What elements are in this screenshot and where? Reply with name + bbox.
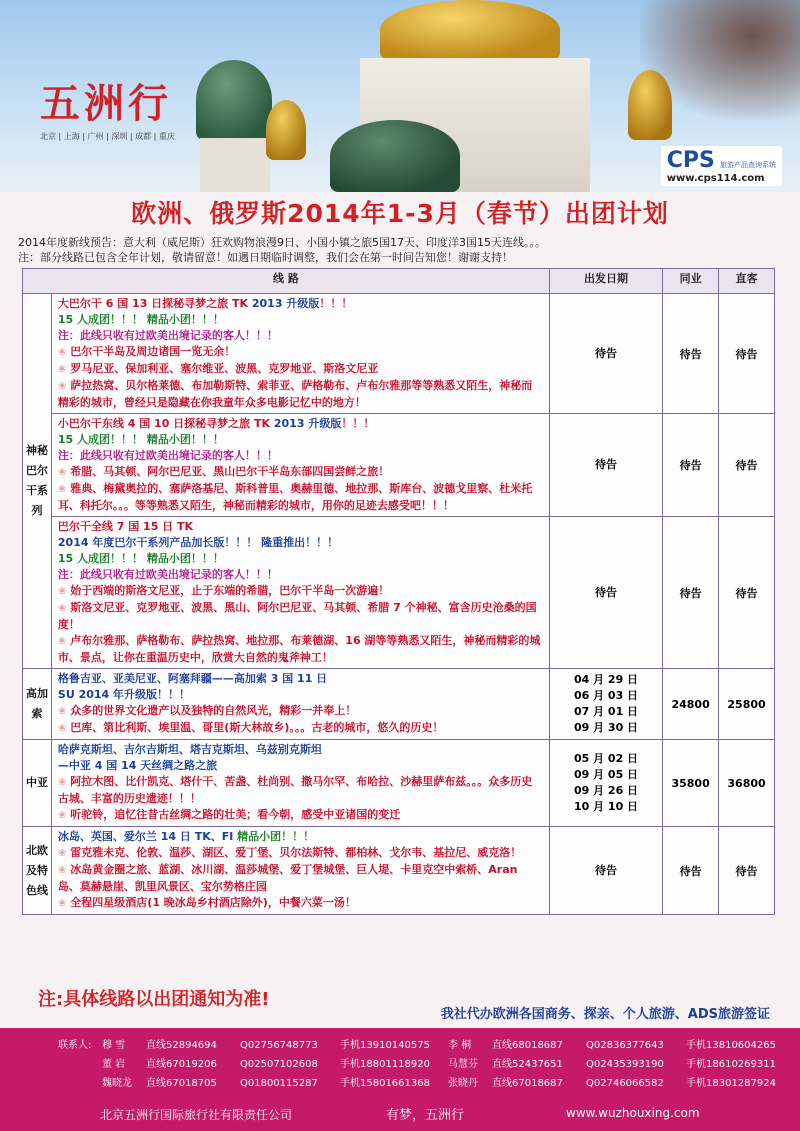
departure-dates (549, 669, 662, 740)
route-detail-text: 15 人成团！！！ 精品小团！！！ (57, 313, 224, 326)
notice-schedule: 注：部分线路已包含全年计划，敬请留意！如遇日期临时调整，我们会在第一时间告知您！谢谢支持！ (18, 251, 513, 264)
route-detail-line (58, 464, 543, 481)
table-header-row (23, 269, 775, 294)
route-title (58, 829, 543, 845)
contact-phone: 直线52894694 (146, 1040, 217, 1051)
route-description (51, 294, 549, 414)
company-logo (40, 72, 190, 142)
route-detail-line (58, 481, 543, 514)
contact-phone: 直线67019206 (146, 1059, 217, 1070)
route-title (58, 416, 543, 432)
contact-phone: 直线67018687 (492, 1078, 563, 1089)
company-name: 北京五洲行国际旅行社有限责任公司 (100, 1108, 293, 1122)
notice-new-lines: 2014年度新线预告：意大利（威尼斯）狂欢购物浪漫9日、小国小镇之旅5国17天、印度洋3国15天连线。。。 (18, 236, 546, 249)
flower-bullet-icon: ❀ (57, 636, 67, 647)
route-detail-text: 众多的世界文化遗产以及独特的自然风光，精彩一并奉上！ (70, 704, 357, 717)
visa-note: 我社代办欧洲各国商务、探亲、个人旅游、ADS旅游签证 (440, 1007, 770, 1022)
route-detail-line (58, 328, 543, 344)
route-detail-text: 全程四星级酒店(1 晚冰岛乡村酒店除外)，中餐六菜一汤！ (70, 896, 356, 909)
route-detail-text: 注：此线只收有过欧美出境记录的客人！！！ (57, 568, 278, 581)
route-detail-line (58, 344, 543, 361)
route-detail-line (58, 551, 543, 567)
contact-mobile: 手机18610269311 (686, 1059, 776, 1070)
departure-dates (549, 517, 662, 669)
contact-name: 董 岩 (102, 1059, 126, 1070)
route-detail-text: 罗马尼亚、保加利亚、塞尔维亚、波黑、克罗地亚、斯洛文尼亚 (70, 362, 379, 375)
departure-date: 06 月 03 日 (573, 689, 639, 702)
flower-bullet-icon: ❀ (57, 777, 67, 788)
contact-qq: Q02746066582 (586, 1078, 664, 1089)
contact-mobile: 手机18301287924 (686, 1078, 776, 1089)
contact-list (58, 1036, 788, 1093)
departure-date: 待告 (595, 863, 617, 877)
contact-phone: 直线67018705 (146, 1078, 217, 1089)
route-detail-line (58, 312, 543, 328)
contact-mobile: 手机13810604265 (686, 1040, 776, 1051)
departure-date: 待告 (595, 585, 617, 599)
route-description (51, 827, 549, 915)
table-row (23, 517, 775, 669)
contact-name: 李 桐 (448, 1040, 472, 1051)
route-detail-text: 雷克雅未克、伦敦、温莎、湖区、爱丁堡、贝尔法斯特、都柏林、戈尔韦、基拉尼、威克洛！ (70, 846, 522, 859)
contact-qq: Q02435393190 (586, 1059, 664, 1070)
route-detail-line (58, 720, 543, 737)
route-title-segment: 精品小团！！！ (237, 830, 315, 843)
flower-bullet-icon: ❀ (57, 848, 67, 859)
footer-bottom (0, 1098, 800, 1131)
contact-mobile: 手机13910140575 (340, 1040, 430, 1051)
route-detail-text: 巴尔干半岛及周边诸国一览无余！ (70, 345, 236, 358)
route-detail-line (58, 703, 543, 720)
route-detail-text: 始于西端的斯洛文尼亚，止于东端的希腊，巴尔干半岛一次游遍！ (70, 584, 390, 597)
route-detail-text: 冰岛黄金圈之旅、蓝湖、冰川湖、温莎城堡、爱丁堡城堡、巨人堤、卡里克空中索桥、Aran 岛、莫赫悬崖、凯里风景区、宝尔势格庄园 (57, 863, 518, 893)
flower-bullet-icon: ❀ (57, 706, 67, 717)
route-detail-text: 15 人成团！！！ 精品小团！！！ (57, 552, 224, 565)
contact-name: 穆 雪 (102, 1040, 126, 1051)
contact-mobile: 手机18801118920 (340, 1059, 430, 1070)
route-detail-line (58, 687, 543, 703)
direct-price: 25800 (719, 669, 775, 740)
route-title-segment: 2013 升级版 (251, 297, 320, 310)
header-peer-price: 同业 (663, 269, 719, 294)
route-detail-line (58, 567, 543, 583)
route-title-segment: ！！！ (319, 297, 353, 310)
contact-name: 魏晓龙 (102, 1078, 132, 1089)
departure-dates (549, 414, 662, 517)
direct-price: 36800 (719, 740, 775, 827)
contact-qq: Q02756748773 (240, 1040, 318, 1051)
route-title-segment: 巴尔干全线 7 国 15 日 TK (57, 520, 194, 533)
route-detail-text: 2014 年度巴尔干系列产品加长版！！！ 隆重推出！！！ (57, 536, 339, 549)
cps-name: CPS (666, 148, 715, 173)
route-detail-text: 巴库、第比利斯、埃里温、哥里(斯大林故乡)。。。古老的城市，悠久的历史！ (70, 721, 444, 734)
route-detail-text: 阿拉木图、比什凯克、塔什干、苦盏、杜尚别、撒马尔罕、布哈拉、沙赫里萨布兹。。。众多历史古城、丰富的历史遗迹！！！ (57, 775, 533, 805)
route-table (22, 268, 775, 915)
route-detail-line (58, 583, 543, 600)
route-detail-line (58, 758, 543, 774)
route-detail-text: 15 人成团！！！ 精品小团！！！ (57, 433, 224, 446)
departure-date: 09 月 30 日 (573, 721, 639, 734)
departure-dates (549, 827, 662, 915)
header-banner (0, 0, 800, 192)
route-detail-text: —中亚 4 国 14 天丝绸之路之旅 (57, 759, 218, 772)
flower-bullet-icon: ❀ (57, 347, 67, 358)
contact-label: 联系人: (58, 1040, 92, 1051)
route-detail-text: 希腊、马其顿、阿尔巴尼亚、黑山巴尔干半岛东部四国尝鲜之旅！ (70, 465, 390, 478)
final-note: 注:具体线路以出团通知为准! (38, 989, 270, 1010)
direct-price: 待告 (719, 294, 775, 414)
contact-phone: 直线52437651 (492, 1059, 563, 1070)
route-detail-text: 听驼铃，追忆往昔古丝绸之路的壮美；看今朝，感受中亚诸国的变迁 (70, 808, 401, 821)
route-detail-text: 雅典、梅黛奥拉的、塞萨洛基尼、斯科普里、奥赫里德、地拉那、斯库台、波德戈里察、杜米托耳、科托尔。。。等等熟悉又陌生，神秘而精彩的城市，用你的足迹去感受吧！！！ (57, 482, 533, 512)
peer-price: 24800 (663, 669, 719, 740)
route-detail-line (58, 600, 543, 633)
flower-bullet-icon: ❀ (57, 723, 67, 734)
departure-date: 09 月 26 日 (573, 784, 639, 797)
route-title-segment: 小巴尔干东线 4 国 10 日探秘寻梦之旅 TK (57, 417, 274, 430)
flower-bullet-icon: ❀ (57, 810, 67, 821)
table-row (23, 740, 775, 827)
table-row (23, 669, 775, 740)
route-detail-text: SU 2014 年升级版！！！ (57, 688, 191, 701)
route-title (58, 742, 543, 758)
website-link[interactable]: www.wuzhouxing.com (566, 1106, 700, 1120)
route-detail-line (58, 535, 543, 551)
green-dome-image-2 (196, 60, 272, 140)
route-detail-text: 注：此线只收有过欧美出境记录的客人！！！ (57, 329, 278, 342)
route-description (51, 669, 549, 740)
flower-bullet-icon: ❀ (57, 484, 67, 495)
green-dome-image (330, 120, 460, 192)
gold-spire-image (266, 100, 306, 160)
cps-sub: 旅游产品查询系统 (720, 161, 776, 169)
route-detail-line (58, 845, 543, 862)
route-detail-line (58, 432, 543, 448)
route-detail-line (58, 862, 543, 895)
cps-badge (661, 146, 782, 186)
header-route: 线 路 (23, 269, 550, 294)
route-detail-text: 卢布尔雅那、萨格勒布、萨拉热窝、地拉那、布莱德湖、16 湖等等熟悉又陌生，神秘而精彩的城市、景点，让你在重温历史中，欣赏大自然的鬼斧神工！ (57, 634, 541, 664)
departure-dates (549, 740, 662, 827)
slogan: 有梦，五洲行 (386, 1108, 465, 1123)
contact-qq: Q02507102608 (240, 1059, 318, 1070)
direct-price: 待告 (719, 414, 775, 517)
contact-mobile: 手机15801661368 (340, 1078, 430, 1089)
route-detail-line (58, 774, 543, 807)
cathedral-dome-image (380, 0, 560, 60)
route-title-segment: 格鲁吉亚、亚美尼亚、阿塞拜疆——高加索 3 国 11 日 (57, 672, 328, 685)
logo-text: 五洲行 (40, 80, 172, 127)
route-detail-line (58, 361, 543, 378)
side-tower-image (200, 138, 270, 192)
departure-date: 09 月 05 日 (573, 768, 639, 781)
departure-date: 待告 (595, 458, 617, 471)
table-row (23, 827, 775, 915)
route-detail-text: 斯洛文尼亚、克罗地亚、波黑、黑山、阿尔巴尼亚、马其顿、希腊 7 个神秘、富含历史沧桑的国度！ (57, 601, 537, 631)
contact-row (58, 1036, 788, 1055)
route-title-segment: ！！！ (341, 417, 375, 430)
peer-price: 待告 (663, 294, 719, 414)
table-body (23, 294, 775, 915)
route-title (58, 296, 543, 312)
contact-row (58, 1055, 788, 1074)
contact-name: 张晓丹 (448, 1078, 478, 1089)
route-description (51, 414, 549, 517)
flower-bullet-icon: ❀ (57, 467, 67, 478)
departure-date: 05 月 02 日 (573, 752, 639, 765)
header-departure: 出发日期 (549, 269, 662, 294)
route-title-segment: 2013 升级版 (273, 417, 342, 430)
contact-qq: Q01800115287 (240, 1078, 318, 1089)
logo-cities: 北京 | 上海 | 广州 | 深圳 | 成都 | 重庆 (40, 132, 175, 141)
contact-qq: Q02836377643 (586, 1040, 664, 1051)
flower-bullet-icon: ❀ (57, 381, 67, 392)
flower-bullet-icon: ❀ (57, 603, 67, 614)
table-row (23, 414, 775, 517)
category-cell: 神秘巴尔干系列 (23, 294, 52, 669)
peer-price: 待告 (663, 414, 719, 517)
direct-price: 待告 (719, 827, 775, 915)
flower-bullet-icon: ❀ (57, 898, 67, 909)
peer-price: 待告 (663, 827, 719, 915)
route-title-segment: 冰岛、英国、爱尔兰 14 日 TK、FI (57, 830, 238, 843)
page-title: 欧洲、俄罗斯2014年1-3月（春节）出团计划 (131, 199, 669, 228)
route-title (58, 671, 543, 687)
contact-name: 马慧芬 (448, 1059, 478, 1070)
table-row (23, 294, 775, 414)
flower-bullet-icon: ❀ (57, 865, 67, 876)
category-cell: 中亚 (23, 740, 52, 827)
header-direct-price: 直客 (719, 269, 775, 294)
route-detail-text: 注：此线只收有过欧美出境记录的客人！！！ (57, 449, 278, 462)
peer-price: 待告 (663, 517, 719, 669)
route-detail-line (58, 448, 543, 464)
contact-phone: 直线68018687 (492, 1040, 563, 1051)
category-cell: 高加索 (23, 669, 52, 740)
departure-dates (549, 294, 662, 414)
route-title-segment: 大巴尔干 6 国 13 日探秘寻梦之旅 TK (57, 297, 252, 310)
route-detail-line (58, 895, 543, 912)
route-title-segment: 哈萨克斯坦、吉尔吉斯坦、塔吉克斯坦、乌兹别克斯坦 (57, 743, 322, 756)
route-detail-line (58, 807, 543, 824)
flower-bullet-icon: ❀ (57, 364, 67, 375)
route-detail-line (58, 378, 543, 411)
contact-row (58, 1074, 788, 1093)
departure-date: 04 月 29 日 (573, 673, 639, 686)
route-detail-text: 萨拉热窝、贝尔格莱德、布加勒斯特、索菲亚、萨格勒布、卢布尔雅那等等熟悉又陌生，神秘而精彩的城市，曾经只是隐藏在你我童年众多电影记忆中的地方！ (57, 379, 533, 409)
route-description (51, 517, 549, 669)
route-title (58, 519, 543, 535)
route-description (51, 740, 549, 827)
departure-date: 10 月 10 日 (573, 800, 639, 813)
flower-bullet-icon: ❀ (57, 586, 67, 597)
direct-price: 待告 (719, 517, 775, 669)
peer-price: 35800 (663, 740, 719, 827)
route-detail-line (58, 633, 543, 666)
departure-date: 待告 (595, 346, 617, 360)
category-cell: 北欧及特色线 (23, 827, 52, 915)
cps-url: www.cps114.com (666, 173, 765, 184)
departure-date: 07 月 01 日 (573, 705, 639, 718)
tree-branches-image (640, 0, 800, 120)
